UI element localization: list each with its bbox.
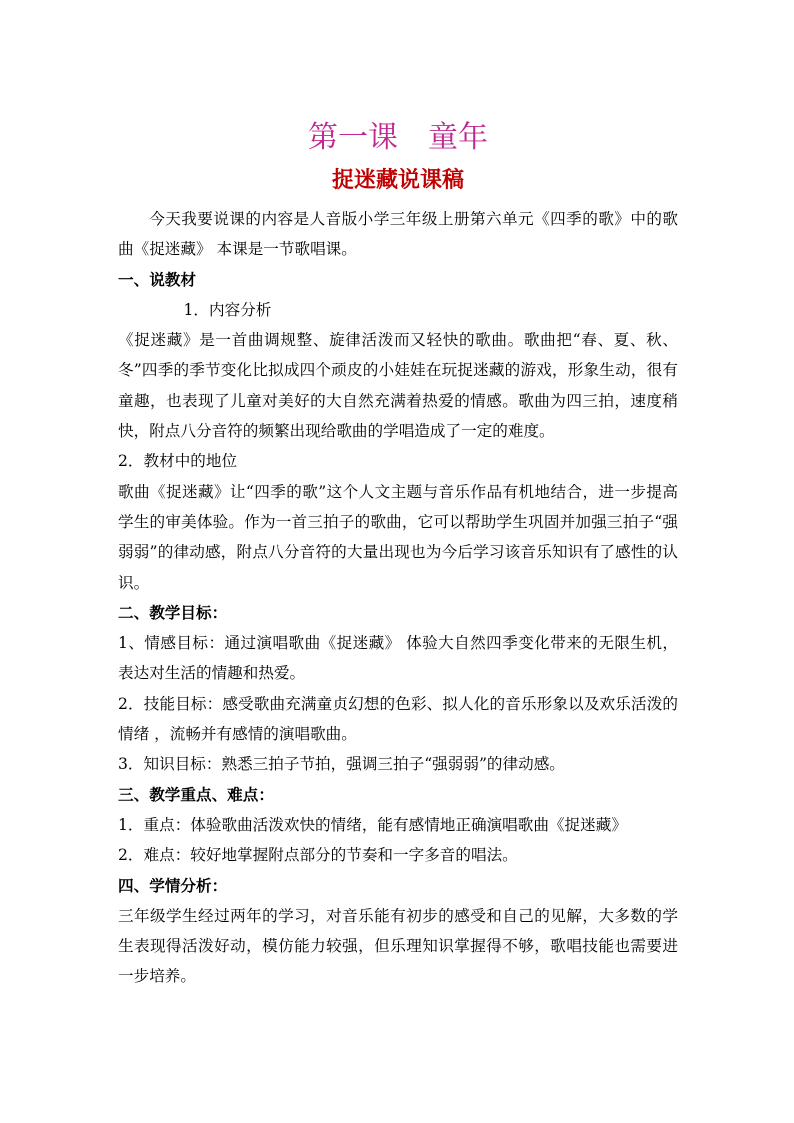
paragraph-learner-analysis: 三年级学生经过两年的学习，对音乐能有初步的感受和自己的见解，大多数的学生表现得活泼好动，模仿能力较强，但乐理知识掌握得不够，歌唱技能也需要进一步培养。	[118, 906, 678, 986]
subheading-content-analysis: 1．内容分析	[183, 300, 272, 319]
objective-emotion: 1、情感目标：通过演唱歌曲《捉迷藏》 体验大自然四季变化带来的无限生机，表达对生活的情趣和热爱。	[118, 634, 678, 683]
lesson-name: 童年	[428, 120, 488, 155]
paragraph-content-analysis: 《捉迷藏》是一首曲调规整、旋律活泼而又轻快的歌曲。歌曲把“春、夏、秋、冬”四季的季节变化比拟成四个顽皮的小娃娃在玩捉迷藏的游戏，形象生动，很有童趣，也表现了儿童对美好的大自然充满着热爱的情感。歌曲为四三拍，速度稍快，附点八分音符的频繁出现给歌曲的学唱造成了一定的难度。	[118, 331, 678, 441]
difficult-point: 2．难点：较好地掌握附点部分的节奏和一字多音的唱法。	[118, 846, 518, 865]
objective-knowledge: 3．知识目标：熟悉三拍子节拍，强调三拍子“强弱弱”的律动感。	[118, 755, 565, 774]
paragraph-position: 歌曲《捉迷藏》让“四季的歌”这个人文主题与音乐作品有机地结合，进一步提高学生的审美体验。作为一首三拍子的歌曲，它可以帮助学生巩固并加强三拍子“强弱弱”的律动感，附点八分音符的大量出现也为今后学习该音乐知识有了感性的认识。	[118, 482, 678, 592]
lesson-number: 第一课	[308, 120, 398, 155]
intro-paragraph: 今天我要说课的内容是人音版小学三年级上册第六单元《四季的歌》中的歌曲《捉迷藏》 本课是一节歌唱课。	[118, 210, 678, 259]
subheading-position: 2．教材中的地位	[118, 452, 238, 471]
document-subtitle: 捉迷藏说课稿	[331, 167, 464, 193]
key-point: 1．重点：体验歌曲活泼欢快的情绪，能有感情地正确演唱歌曲《捉迷藏》	[118, 815, 627, 834]
objective-skill: 2．技能目标：感受歌曲充满童贞幻想的色彩、拟人化的音乐形象以及欢乐活泼的情绪 ，流畅并有感情的演唱歌曲。	[118, 694, 678, 744]
section-heading-textbook: 一、说教材	[118, 269, 196, 289]
document-body	[118, 118, 678, 992]
section-heading-key-points: 三、教学重点、难点：	[118, 784, 274, 804]
section-heading-objectives: 二、教学目标：	[118, 602, 228, 622]
lesson-title	[118, 118, 678, 158]
section-heading-learner-analysis: 四、学情分析：	[118, 875, 228, 895]
